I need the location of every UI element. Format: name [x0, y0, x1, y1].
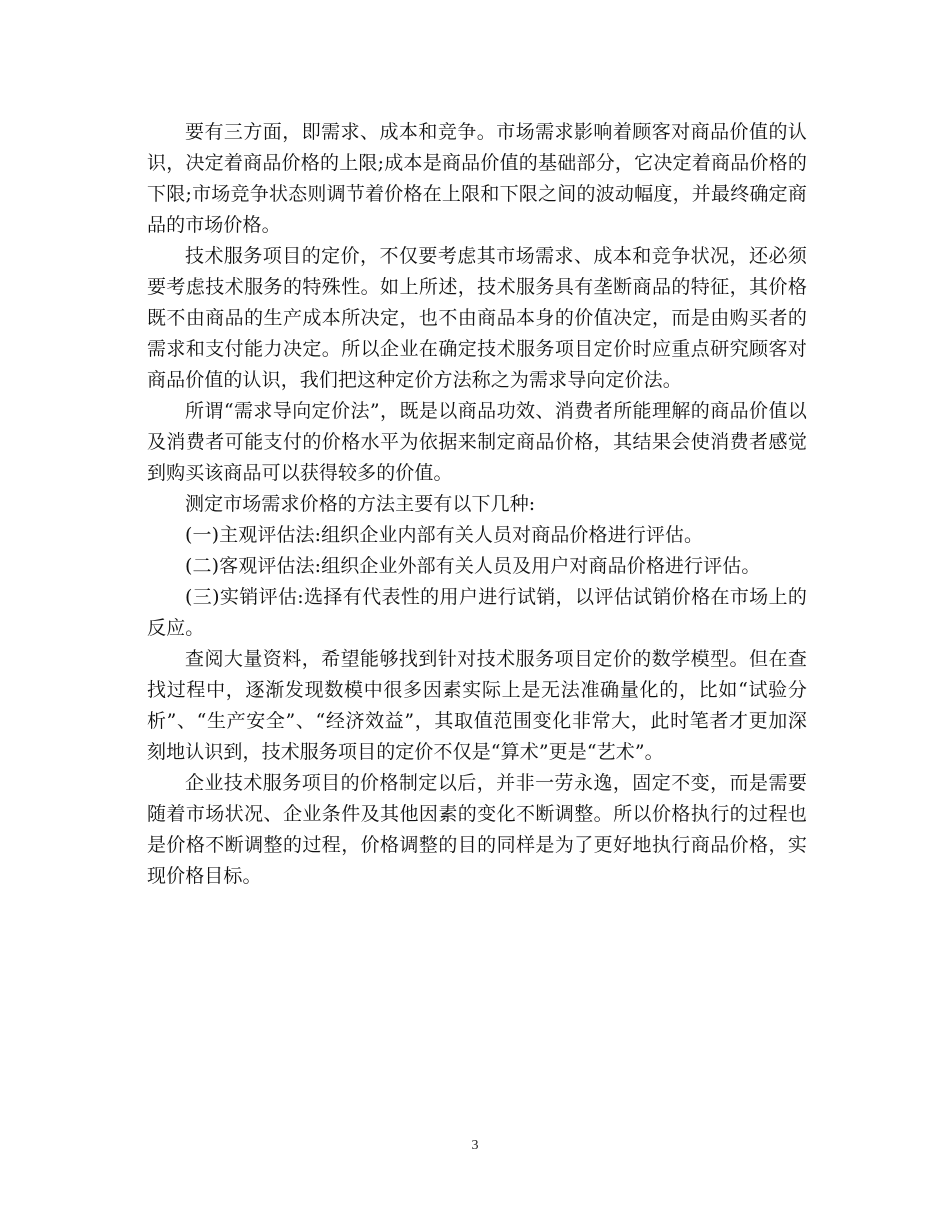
paragraph-1: 要有三方面，即需求、成本和竞争。市场需求影响着顾客对商品价值的认识，决定着商品价格的上限;成本是商品价值的基础部分，它决定着商品价格的下限;市场竞争状态则调节着价格在上限和下限之间的波动幅度，并最终确定商品的市场价格。 [147, 121, 807, 236]
paragraph-9: 企业技术服务项目的价格制定以后，并非一劳永逸，固定不变，而是需要随着市场状况、企业条件及其他因素的变化不断调整。所以价格执行的过程也是价格不断调整的过程，价格调整的目的同样是为了更好地执行商品价格，实现价格目标。 [147, 772, 807, 887]
paragraph-6: (二)客观评估法:组织企业外部有关人员及用户对商品价格进行评估。 [185, 555, 761, 577]
page-number: 3 [471, 1138, 479, 1153]
paragraph-2: 技术服务项目的定价，不仅要考虑其市场需求、成本和竞争状况，还必须要考虑技术服务的特殊性。如上所述，技术服务具有垄断商品的特征，其价格既不由商品的生产成本所决定，也不由商品本身的价值决定，而是由购买者的需求和支付能力决定。所以企业在确定技术服务项目定价时应重点研究顾客对商品价值的认识，我们把这种定价方法称之为需求导向定价法。 [147, 245, 807, 391]
paragraph-3: 所谓“需求导向定价法”，既是以商品功效、消费者所能理解的商品价值以及消费者可能支付的价格水平为依据来制定商品价格，其结果会使消费者感觉到购买该商品可以获得较多的价值。 [147, 400, 807, 484]
paragraph-8: 查阅大量资料，希望能够找到针对技术服务项目定价的数学模型。但在查找过程中，逐渐发现数模中很多因素实际上是无法准确量化的，比如“试验分析”、“生产安全”、“经济效益”，其取值范围变化非常大，此时笔者才更加深刻地认识到，技术服务项目的定价不仅是“算术”更是“艺术”。 [147, 648, 807, 763]
document-body [147, 117, 807, 892]
paragraph-5: (一)主观评估法:组织企业内部有关人员对商品价格进行评估。 [185, 524, 704, 546]
paragraph-7: (三)实销评估:选择有代表性的用户进行试销，以评估试销价格在市场上的反应。 [147, 586, 807, 639]
paragraph-4: 测定市场需求价格的方法主要有以下几种: [185, 493, 536, 515]
